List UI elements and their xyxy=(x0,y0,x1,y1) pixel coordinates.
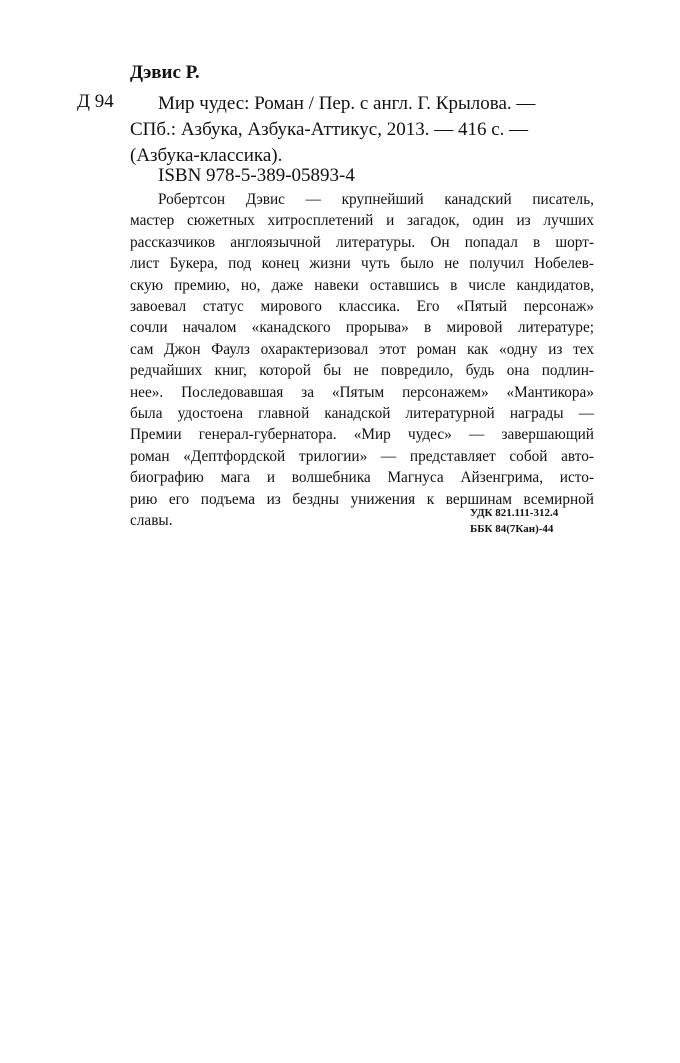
annotation-line: славы. xyxy=(130,512,173,530)
bib-line-title: Мир чудес: Роман / Пер. с англ. Г. Крылова. — xyxy=(158,93,536,114)
annotation-line: сочли началом «канадского прорыва» в мировой литературе; xyxy=(130,319,594,337)
annotation-line: рию его подъема из бездны унижения к вершинам всемирной xyxy=(130,490,594,508)
annotation-line: лист Букера, под конец жизни чуть было не получил Нобелев- xyxy=(130,255,594,273)
annotation xyxy=(130,189,594,532)
annotation-line: биографию мага и волшебника Магнуса Айзенгрима, исто- xyxy=(130,469,594,487)
annotation-line: Премии генерал-губернатора. «Мир чудес» — завершающий xyxy=(130,426,594,444)
bib-line-series: (Азбука-классика). xyxy=(130,145,283,166)
annotation-line: сам Джон Фаулз охарактеризовал этот роман как «одну из тех xyxy=(130,340,594,358)
annotation-line: роман «Дептфордской трилогии» — представляет собой авто- xyxy=(130,447,594,465)
bbk-code: ББК 84(7Кан)-44 xyxy=(470,523,554,535)
annotation-line: мастер сюжетных хитросплетений и загадок, один из лучших xyxy=(130,212,594,230)
annotation-line: рассказчиков англоязычной литературы. Он попадал в шорт- xyxy=(130,233,594,251)
isbn: ISBN 978-5-389-05893-4 xyxy=(158,165,355,186)
annotation-line: Робертсон Дэвис — крупнейший канадский писатель, xyxy=(158,191,594,208)
author-sign: Д 94 xyxy=(77,91,114,112)
bibliographic-description xyxy=(130,91,536,169)
annotation-line: нее». Последовавшая за «Пятым персонажем» «Мантикора» xyxy=(130,383,594,401)
classification-codes xyxy=(470,505,558,537)
annotation-line: редчайших книг, которой бы не повредило, будь она подлин- xyxy=(130,362,594,380)
annotation-line: завоевал статус мирового классика. Его «Пятый персонаж» xyxy=(130,298,594,316)
annotation-line: скую премию, но, даже навеки оставшись в числе кандидатов, xyxy=(130,276,594,294)
bib-line-publisher: СПб.: Азбука, Азбука-Аттикус, 2013. — 416 с. — xyxy=(130,119,529,140)
author-heading: Дэвис Р. xyxy=(130,62,200,83)
udk-code: УДК 821.111-312.4 xyxy=(470,507,559,519)
annotation-line: была удостоена главной канадской литературной награды — xyxy=(130,405,594,423)
